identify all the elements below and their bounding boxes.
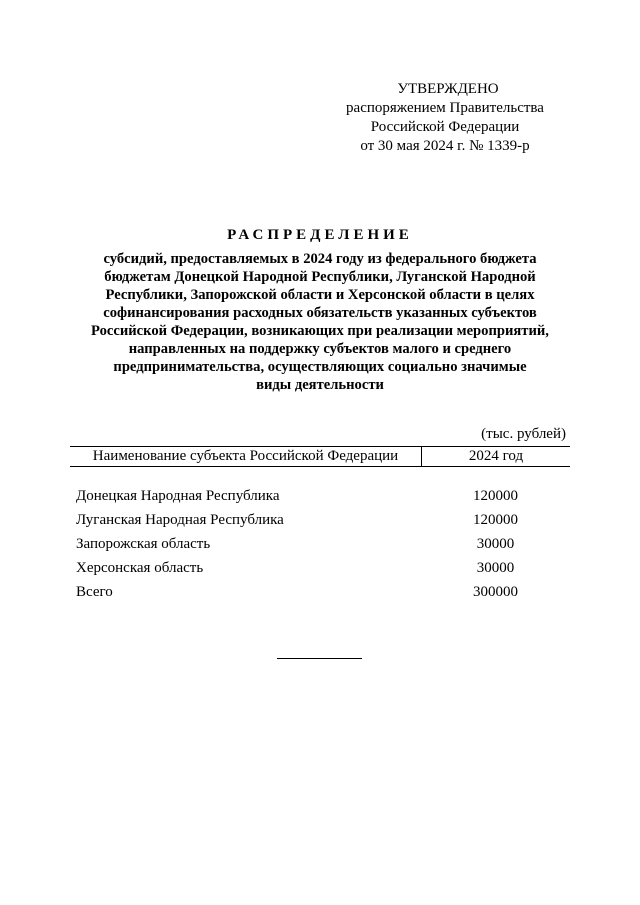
approval-line-3: от 30 мая 2024 г. № 1339-р	[360, 138, 530, 154]
total-label: Всего	[76, 584, 113, 600]
approval-line-1: распоряжением Правительства	[346, 100, 544, 116]
total-amount: 300000	[473, 584, 518, 600]
subsidy-amount: 120000	[473, 488, 518, 504]
subject-name: Херсонская область	[76, 560, 204, 576]
subject-name: Запорожская область	[76, 536, 211, 552]
table-row	[70, 508, 570, 532]
subtitle-line: виды деятельности	[256, 377, 384, 393]
subtitle-line: Республики, Запорожской области и Херсонской области в целях	[105, 287, 535, 303]
subject-name: Луганская Народная Республика	[76, 512, 284, 528]
table-body	[70, 484, 570, 604]
subsidy-amount: 30000	[476, 536, 515, 552]
subtitle-line: предпринимательства, осуществляющих социально значимые	[113, 359, 527, 375]
table-row	[70, 556, 570, 580]
subsidy-amount: 120000	[473, 512, 518, 528]
document-subtitle	[70, 250, 570, 394]
subject-name: Донецкая Народная Республика	[76, 488, 280, 504]
end-of-document-divider	[277, 658, 362, 659]
distribution-table	[70, 446, 570, 604]
subtitle-line: бюджетам Донецкой Народной Республики, Луганской Народной	[104, 269, 536, 285]
table-row-total	[70, 580, 570, 604]
column-header-year: 2024 год	[468, 448, 524, 464]
table-row	[70, 532, 570, 556]
table-row	[70, 484, 570, 508]
document-title: РАСПРЕДЕЛЕНИЕ	[227, 227, 413, 243]
approval-line-2: Российской Федерации	[370, 119, 520, 135]
column-header-subject: Наименование субъекта Российской Федерации	[70, 447, 422, 466]
subtitle-line: субсидий, предоставляемых в 2024 году из федерального бюджета	[103, 251, 537, 267]
approval-heading: УТВЕРЖДЕНО	[397, 81, 499, 97]
subtitle-line: направленных на поддержку субъектов малого и среднего	[128, 341, 512, 357]
units-label: (тыс. рублей)	[481, 426, 566, 442]
subtitle-line: Российской Федерации, возникающих при реализации мероприятий,	[91, 323, 549, 339]
table-header	[70, 446, 570, 467]
subsidy-amount: 30000	[476, 560, 515, 576]
approval-block	[330, 80, 560, 156]
subtitle-line: софинансирования расходных обязательств указанных субъектов	[103, 305, 537, 321]
